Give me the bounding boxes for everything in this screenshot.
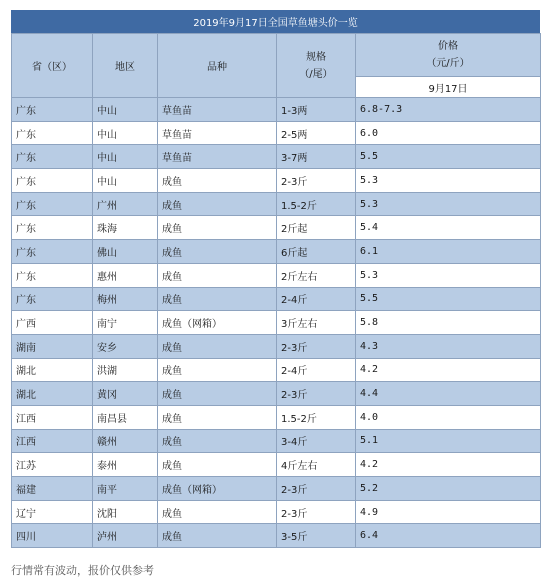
cell-spec: 2斤左右 [277,263,356,287]
cell-province: 广东 [12,263,93,287]
cell-variety: 成鱼 [158,240,277,264]
cell-spec: 2-3斤 [277,169,356,193]
cell-province: 福建 [12,477,93,501]
table-row [12,524,541,548]
price-table [11,33,541,548]
cell-price: 4.4 [356,382,541,406]
cell-price: 6.0 [356,121,541,145]
header-date: 9月17日 [356,77,541,98]
table-row [12,334,541,358]
cell-price: 5.5 [356,287,541,311]
cell-area: 泰州 [93,453,158,477]
cell-area: 南宁 [93,311,158,335]
cell-price: 5.3 [356,169,541,193]
cell-spec: 3-4斤 [277,429,356,453]
cell-price: 5.1 [356,429,541,453]
table-row [12,477,541,501]
cell-price: 4.2 [356,453,541,477]
cell-variety: 成鱼 [158,334,277,358]
cell-spec: 2-3斤 [277,500,356,524]
cell-area: 赣州 [93,429,158,453]
header-spec-line1: 规格 [306,51,326,63]
cell-variety: 草鱼苗 [158,98,277,122]
cell-area: 珠海 [93,216,158,240]
cell-province: 湖北 [12,358,93,382]
cell-province: 广西 [12,311,93,335]
header-province: 省（区） [12,34,93,98]
table-row [12,216,541,240]
cell-variety: 成鱼（网箱） [158,311,277,335]
table-row [12,358,541,382]
cell-province: 江苏 [12,453,93,477]
cell-spec: 1.5-2斤 [277,405,356,429]
cell-area: 安乡 [93,334,158,358]
cell-spec: 3-7两 [277,145,356,169]
cell-spec: 4斤左右 [277,453,356,477]
cell-spec: 2斤起 [277,216,356,240]
cell-price: 5.8 [356,311,541,335]
table-row [12,453,541,477]
table-row [12,429,541,453]
cell-area: 惠州 [93,263,158,287]
header-price-line1: 价格 [438,41,458,52]
cell-spec: 6斤起 [277,240,356,264]
cell-area: 洪湖 [93,358,158,382]
cell-spec: 2-4斤 [277,358,356,382]
cell-spec: 3斤左右 [277,311,356,335]
cell-spec: 2-4斤 [277,287,356,311]
cell-price: 6.8-7.3 [356,98,541,122]
cell-price: 4.2 [356,358,541,382]
table-row [12,405,541,429]
cell-variety: 成鱼 [158,287,277,311]
cell-price: 5.3 [356,263,541,287]
cell-province: 江西 [12,405,93,429]
table-row [12,169,541,193]
cell-variety: 成鱼 [158,500,277,524]
cell-price: 5.4 [356,216,541,240]
cell-spec: 1.5-2斤 [277,192,356,216]
cell-province: 四川 [12,524,93,548]
cell-variety: 成鱼 [158,216,277,240]
cell-variety: 成鱼 [158,524,277,548]
cell-variety: 成鱼 [158,263,277,287]
cell-province: 江西 [12,429,93,453]
cell-price: 6.1 [356,240,541,264]
header-price [356,34,541,77]
cell-variety: 成鱼 [158,405,277,429]
cell-province: 辽宁 [12,500,93,524]
table-row [12,192,541,216]
table-row [12,145,541,169]
cell-area: 泸州 [93,524,158,548]
header-price-line2: （元/斤） [426,58,470,69]
cell-price: 6.4 [356,524,541,548]
cell-price: 5.2 [356,477,541,501]
cell-province: 湖北 [12,382,93,406]
cell-price: 5.5 [356,145,541,169]
table-row [12,500,541,524]
cell-area: 广州 [93,192,158,216]
cell-variety: 草鱼苗 [158,121,277,145]
footer-note: 行情常有波动，报价仅供参考 [11,564,154,577]
cell-price: 4.9 [356,500,541,524]
cell-area: 佛山 [93,240,158,264]
cell-variety: 成鱼（网箱） [158,477,277,501]
cell-area: 梅州 [93,287,158,311]
table-row [12,121,541,145]
cell-price: 4.3 [356,334,541,358]
cell-variety: 草鱼苗 [158,145,277,169]
cell-province: 广东 [12,216,93,240]
cell-area: 中山 [93,121,158,145]
cell-province: 广东 [12,192,93,216]
cell-variety: 成鱼 [158,429,277,453]
cell-price: 5.3 [356,192,541,216]
cell-variety: 成鱼 [158,382,277,406]
table-row [12,287,541,311]
cell-variety: 成鱼 [158,358,277,382]
cell-area: 南昌县 [93,405,158,429]
cell-spec: 2-5两 [277,121,356,145]
cell-spec: 2-3斤 [277,334,356,358]
cell-province: 广东 [12,240,93,264]
cell-province: 湖南 [12,334,93,358]
cell-area: 中山 [93,169,158,193]
table-body [12,98,541,548]
header-spec [277,34,356,98]
cell-area: 中山 [93,145,158,169]
table-row [12,240,541,264]
table-row [12,98,541,122]
cell-area: 黄冈 [93,382,158,406]
table-row [12,263,541,287]
cell-province: 广东 [12,169,93,193]
cell-variety: 成鱼 [158,453,277,477]
cell-province: 广东 [12,121,93,145]
cell-spec: 2-3斤 [277,477,356,501]
header-area: 地区 [93,34,158,98]
cell-price: 4.0 [356,405,541,429]
cell-variety: 成鱼 [158,169,277,193]
table-title: 2019年9月17日全国草鱼塘头价一览 [11,10,540,33]
cell-area: 沈阳 [93,500,158,524]
cell-spec: 1-3两 [277,98,356,122]
cell-province: 广东 [12,98,93,122]
cell-province: 广东 [12,287,93,311]
cell-spec: 2-3斤 [277,382,356,406]
header-spec-line2: （/尾） [299,68,333,80]
cell-area: 中山 [93,98,158,122]
cell-area: 南平 [93,477,158,501]
cell-spec: 3-5斤 [277,524,356,548]
cell-province: 广东 [12,145,93,169]
header-variety: 品种 [158,34,277,98]
cell-variety: 成鱼 [158,192,277,216]
table-row [12,382,541,406]
table-row [12,311,541,335]
